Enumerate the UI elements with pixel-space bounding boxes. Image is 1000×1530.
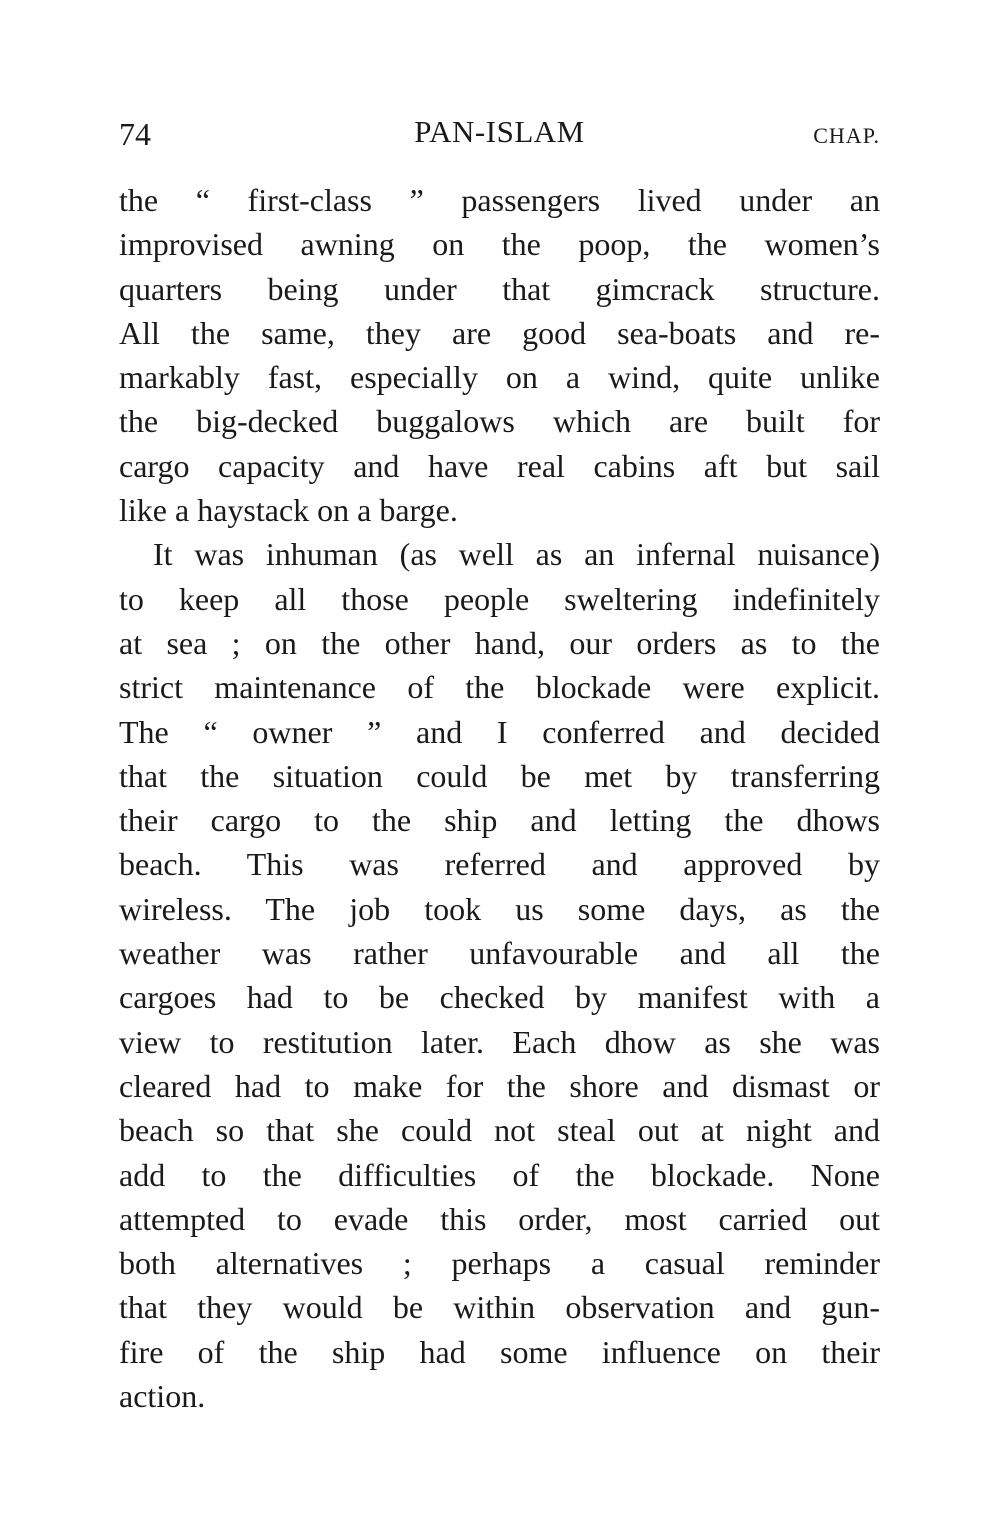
text-line: cleared had to make for the shore and dismast or	[119, 1067, 880, 1104]
chapter-label: CHAP.	[813, 123, 880, 148]
text-line: fire of the ship had some influence on their	[119, 1333, 880, 1370]
text-line: beach. This was referred and approved by	[119, 846, 880, 883]
text-line: action.	[119, 1378, 206, 1415]
text-line: All the same, they are good sea-boats and re-	[119, 314, 880, 351]
text-line: both alternatives ; perhaps a casual reminder	[119, 1245, 880, 1282]
page-number: 74	[119, 116, 151, 152]
text-line: beach so that she could not steal out at night and	[119, 1112, 880, 1149]
text-line: cargoes had to be checked by manifest with a	[119, 979, 880, 1016]
book-title: PAN-ISLAM	[414, 114, 585, 149]
text-line: the “ first-class ” passengers lived under an	[119, 182, 880, 218]
text-line: at sea ; on the other hand, our orders as to the	[119, 624, 880, 661]
text-line: improvised awning on the poop, the women’s	[119, 226, 880, 263]
text-line: attempted to evade this order, most carried out	[119, 1200, 880, 1237]
text-line: view to restitution later. Each dhow as she was	[119, 1023, 880, 1060]
text-line: to keep all those people sweltering indefinitely	[119, 580, 880, 617]
text-line: strict maintenance of the blockade were explicit.	[119, 669, 880, 706]
text-line: weather was rather unfavourable and all the	[119, 935, 880, 972]
text-line: The “ owner ” and I conferred and decided	[119, 713, 880, 750]
text-line: wireless. The job took us some days, as the	[119, 890, 880, 927]
text-line: add to the difficulties of the blockade. None	[119, 1156, 880, 1193]
text-line: quarters being under that gimcrack structure.	[119, 270, 880, 307]
text-line: cargo capacity and have real cabins aft but sail	[119, 447, 880, 484]
body-text	[119, 178, 880, 1418]
running-head	[119, 112, 880, 156]
text-line: like a haystack on a barge.	[119, 492, 458, 529]
text-line: It was inhuman (as well as an infernal nuisance)	[153, 536, 880, 573]
text-line: the big-decked buggalows which are built for	[119, 403, 880, 440]
text-line: markably fast, especially on a wind, quite unlike	[119, 359, 880, 396]
text-line: that the situation could be met by transferring	[119, 757, 880, 794]
text-line: that they would be within observation and gun-	[119, 1289, 880, 1326]
text-line: their cargo to the ship and letting the dhows	[119, 802, 880, 839]
